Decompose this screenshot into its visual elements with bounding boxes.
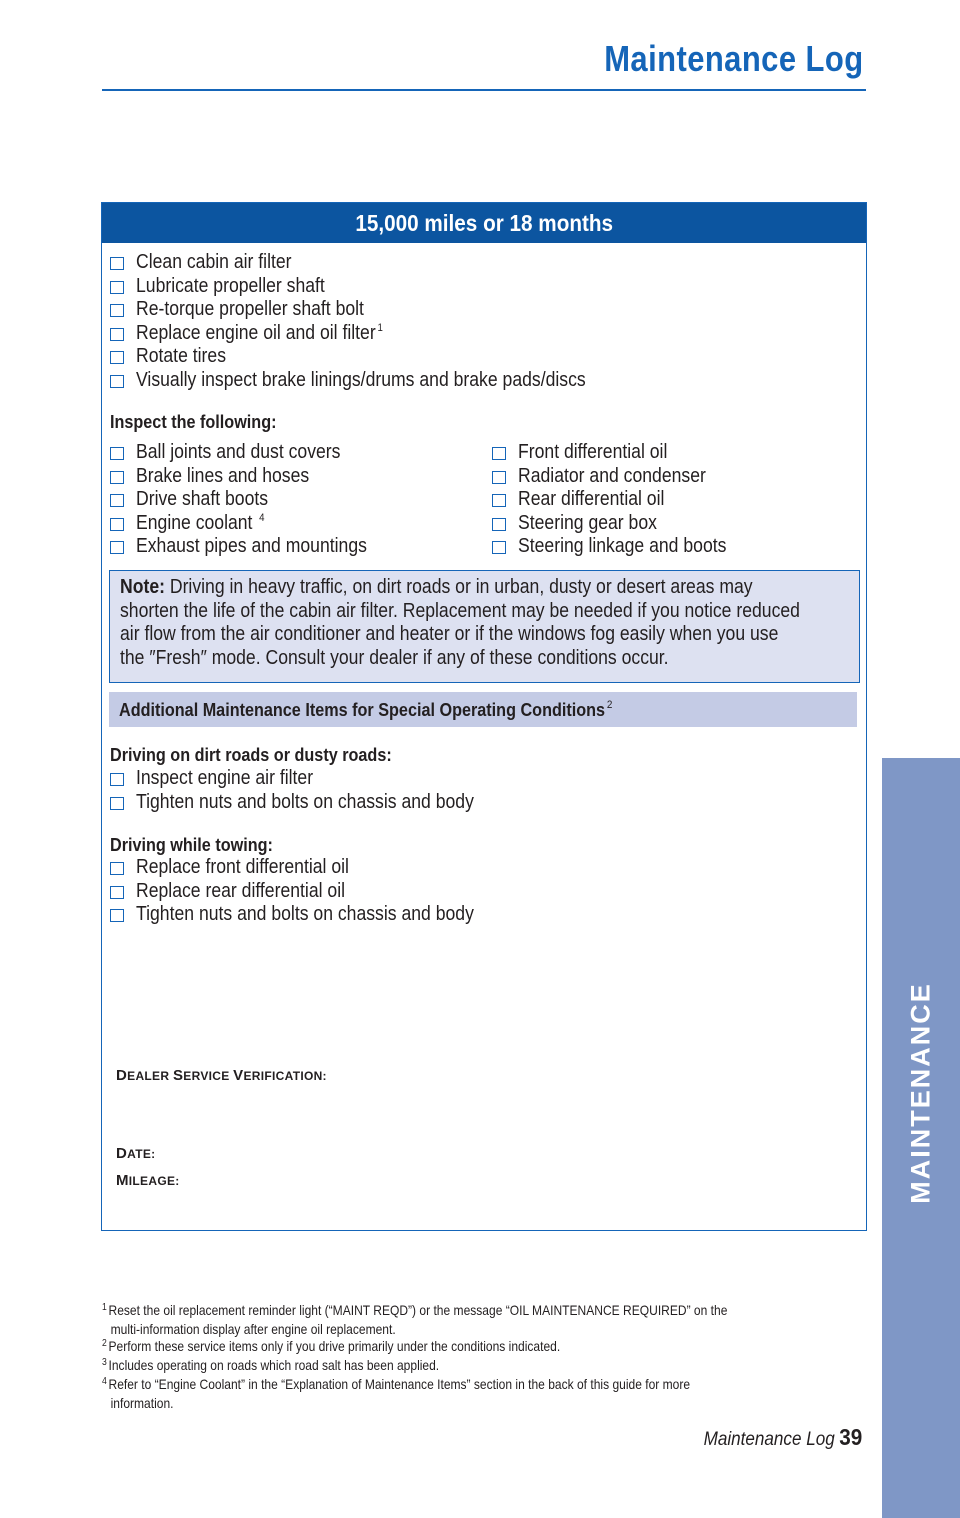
list-item[interactable]: Replace rear differential oil [110,880,522,904]
maintenance-log-box [101,202,867,1231]
list-item[interactable]: Re-torque propeller shaft bolt [110,298,649,322]
checkbox-icon[interactable] [110,773,124,786]
list-item[interactable]: Drive shaft boots [110,488,400,512]
checkbox-icon[interactable] [492,494,506,507]
checkbox-icon[interactable] [110,886,124,899]
special-conditions-bar: Additional Maintenance Items for Special Operating Conditions $^2$ [109,692,857,727]
list-item[interactable]: Steering gear box [492,512,757,536]
checkbox-icon[interactable] [492,541,506,554]
list-item[interactable]: Inspect engine air filter [110,767,522,791]
checkbox-icon[interactable] [110,494,124,507]
note-box: Note: Driving in heavy traffic, on dirt roads or in urban, dusty or desert areas may shorten the life of the cabin air filter. Replacement may be needed if you notice reduced air flow from the air conditioner and heater or if the windows fog easily when you use the ″Fresh″ mode. Consult your dealer if any of these conditions occur. [109,570,860,683]
list-item[interactable]: Tighten nuts and bolts on chassis and body [110,791,522,815]
page-footer [689,1424,864,1451]
title-rule [102,89,866,91]
list-item[interactable]: Rotate tires [110,345,649,369]
checkbox-icon[interactable] [492,447,506,460]
footnote-1: $^1$ Reset the oil replacement reminder light (“MAINT REQD”) or the message “OIL MAINTENANCE REQUIRED” on the [102,1302,728,1318]
footer-section-name: Maintenance Log [703,1429,835,1450]
page-number: 39 [839,1424,863,1450]
interval-header: 15,000 miles or 18 months [102,203,866,243]
checkbox-icon[interactable] [492,471,506,484]
mileage-label: MILEAGE: [116,1172,180,1189]
checkbox-icon[interactable] [110,328,124,341]
date-label: DATE: [116,1145,156,1162]
checkbox-icon[interactable] [110,351,124,364]
note-label: Note: [120,576,165,598]
main-checklist [110,251,649,392]
footnote-4: $^4$ Refer to “Engine Coolant” in the “Explanation of Maintenance Items” section in the back of this guide for more [102,1376,691,1392]
checkbox-icon[interactable] [110,541,124,554]
side-tab-label: MAINTENANCE [905,982,936,1204]
list-item[interactable]: Brake lines and hoses [110,465,400,489]
checkbox-icon[interactable] [110,797,124,810]
list-item[interactable]: Engine coolant $^4$ [110,512,400,536]
inspect-list-left [110,441,400,559]
inspect-heading: Inspect the following: [110,412,277,432]
checkbox-icon[interactable] [110,471,124,484]
list-item[interactable]: Rear differential oil [492,488,757,512]
inspect-list-right [492,441,757,559]
footnote-3: $^3$ Includes operating on roads which road salt has been applied. [102,1357,440,1373]
checkbox-icon[interactable] [110,518,124,531]
towing-heading: Driving while towing: [110,835,273,855]
checkbox-icon[interactable] [110,257,124,270]
page-title: Maintenance Log [604,38,864,79]
dirt-roads-heading: Driving on dirt roads or dusty roads: [110,745,392,765]
list-item[interactable]: Visually inspect brake linings/drums and brake pads/discs [110,369,649,393]
checkbox-icon[interactable] [110,281,124,294]
dealer-verification-label: DEALER SERVICE VERIFICATION: [116,1067,327,1084]
checkbox-icon[interactable] [492,518,506,531]
list-item[interactable]: Replace engine oil and oil filter $^1$ [110,322,649,346]
footnotes: $^1$ Reset the oil replacement reminder light (“MAINT REQD”) or the message “OIL MAINTENANCE REQUIRED” on the multi-information display after engine oil replacement. $^2$ Perform these service items only if you drive primarily under the conditions indicated. $^3$ Includes operating on roads which road salt has been applied. $^4$ Refer to “Engine Coolant” in the “Explanation of Maintenance Items” section in the back of this guide for more information. [102,1302,902,1412]
checkbox-icon[interactable] [110,447,124,460]
checkbox-icon[interactable] [110,862,124,875]
list-item[interactable]: Tighten nuts and bolts on chassis and body [110,903,522,927]
list-item[interactable]: Steering linkage and boots [492,535,757,559]
checkbox-icon[interactable] [110,375,124,388]
towing-list [110,856,522,927]
footnote-2: $^2$ Perform these service items only if you drive primarily under the conditions indicated. [102,1338,561,1354]
list-item[interactable]: Radiator and condenser [492,465,757,489]
checkbox-icon[interactable] [110,304,124,317]
list-item[interactable]: Exhaust pipes and mountings [110,535,400,559]
list-item[interactable]: Ball joints and dust covers [110,441,400,465]
list-item[interactable]: Front differential oil [492,441,757,465]
dirt-roads-list [110,767,522,814]
list-item[interactable]: Lubricate propeller shaft [110,275,649,299]
list-item[interactable]: Clean cabin air filter [110,251,649,275]
checkbox-icon[interactable] [110,909,124,922]
list-item[interactable]: Replace front differential oil [110,856,522,880]
